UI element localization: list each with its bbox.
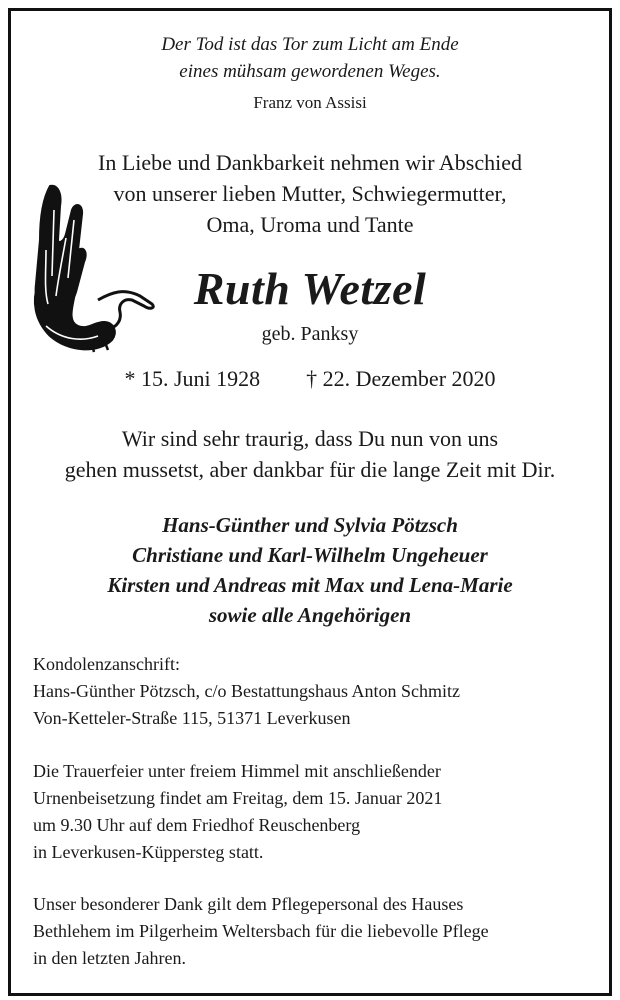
quote-author: Franz von Assisi (253, 93, 367, 112)
family-line: Kirsten und Andreas mit Max und Lena-Marie (107, 573, 513, 597)
condolence-address (33, 651, 460, 732)
ceremony-info (33, 758, 442, 866)
death-date: † 22. Dezember 2020 (306, 366, 496, 391)
maiden-name: geb. Panksy (261, 323, 359, 345)
birth-date: * 15. Juni 1928 (124, 366, 261, 391)
condolence-line: Von-Ketteler-Straße 115, 51371 Leverkusen (33, 708, 351, 728)
thanks-line: in den letzten Jahren. (33, 948, 186, 968)
family-line: sowie alle Angehörigen (208, 603, 412, 627)
deceased-name: Ruth Wetzel (193, 263, 427, 314)
ceremony-line: in Leverkusen-Küppersteg statt. (33, 842, 264, 862)
quote-line: Der Tod ist das Tor zum Licht am Ende (161, 34, 459, 55)
condolence-line: Kondolenzanschrift: (33, 654, 180, 674)
condolence-line: Hans-Günther Pötzsch, c/o Bestattungshaus Anton Schmitz (33, 681, 460, 701)
family-line: Hans-Günther und Sylvia Pötzsch (162, 513, 458, 537)
family-names (0, 510, 620, 630)
family-line: Christiane und Karl-Wilhelm Ungeheuer (132, 543, 488, 567)
quote-line: eines mühsam gewordenen Weges. (179, 61, 441, 82)
intro-line: In Liebe und Dankbarkeit nehmen wir Abschied (98, 150, 522, 175)
ceremony-line: Urnenbeisetzung findet am Freitag, dem 15. Januar 2021 (33, 788, 443, 808)
life-dates (0, 366, 620, 392)
ceremony-line: Die Trauerfeier unter freiem Himmel mit anschließender (33, 761, 441, 781)
ceremony-line: um 9.30 Uhr auf dem Friedhof Reuschenberg (33, 815, 361, 835)
quote (0, 31, 620, 85)
thanks-note (33, 891, 489, 972)
thanks-line: Bethlehem im Pilgerheim Weltersbach für die liebevolle Pflege (33, 921, 489, 941)
mourning-message (0, 423, 620, 485)
thanks-line: Unser besonderer Dank gilt dem Pflegepersonal des Hauses (33, 894, 464, 914)
intro-line: Oma, Uroma und Tante (206, 212, 414, 237)
intro-line: von unserer lieben Mutter, Schwiegermutter, (113, 181, 507, 206)
message-line: gehen mussetst, aber dankbar für die lange Zeit mit Dir. (64, 457, 556, 482)
message-line: Wir sind sehr traurig, dass Du nun von uns (121, 426, 499, 451)
